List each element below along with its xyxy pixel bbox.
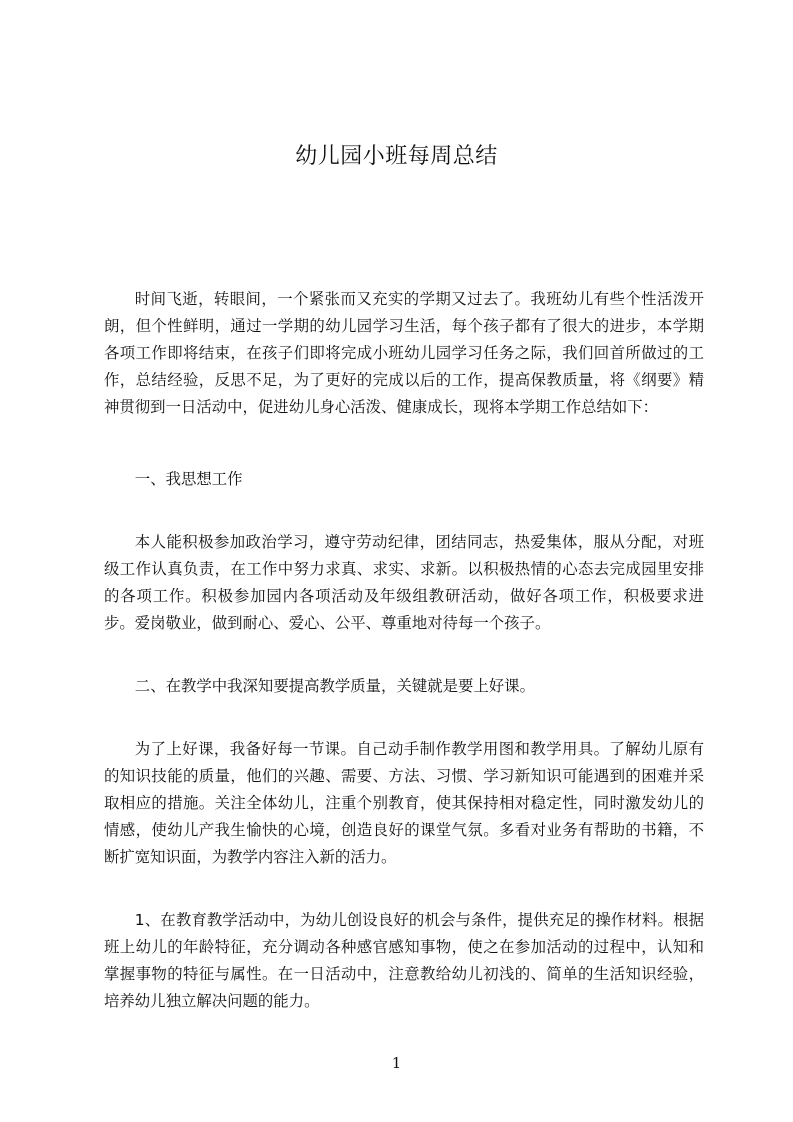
section-2-heading: 二、在教学中我深知要提高教学质量，关键就是要上好课。 bbox=[134, 677, 535, 695]
item-1-paragraph: 1、在教育教学活动中，为幼儿创设良好的机会与条件，提供充足的操作材料。根据班上幼儿的年龄特征，充分调动各种感官感知事物，使之在参加活动的过程中，认知和掌握事物的特征与属性。在一日活动中，注意教给幼儿初浅的、简单的生活知识经验，培养幼儿独立解决问题的能力。 bbox=[104, 911, 704, 1010]
document-title: 幼儿园小班每周总结 bbox=[295, 144, 498, 169]
section-2-paragraph: 为了上好课，我备好每一节课。自己动手制作教学用图和教学用具。了解幼儿原有的知识技能的质量，他们的兴趣、需要、方法、习惯、学习新知识可能遇到的困难并采取相应的措施。关注全体幼儿，注重个别教育，使其保持相对稳定性，同时激发幼儿的情感，使幼儿产我生愉快的心境，创造良好的课堂气氛。多看对业务有帮助的书籍，不断扩宽知识面，为教学内容注入新的活力。 bbox=[104, 740, 704, 866]
section-1-heading: 一、我思想工作 bbox=[134, 470, 243, 488]
section-1-paragraph: 本人能积极参加政治学习，遵守劳动纪律，团结同志，热爱集体，服从分配，对班级工作认真负责，在工作中努力求真、求实、求新。以积极热情的心态去完成园里安排的各项工作。积极参加园内各项活动及年级组教研活动，做好各项工作，积极要求进步。爱岗敬业，做到耐心、爱心、公平、尊重地对待每一个孩子。 bbox=[104, 533, 704, 632]
page-number: 1 bbox=[391, 1054, 402, 1072]
document-body bbox=[104, 286, 704, 1015]
intro-paragraph: 时间飞逝，转眼间，一个紧张而又充实的学期又过去了。我班幼儿有些个性活泼开朗，但个性鲜明，通过一学期的幼儿园学习生活，每个孩子都有了很大的进步，本学期各项工作即将结束，在孩子们即将完成小班幼儿园学习任务之际，我们回首所做过的工作，总结经验，反思不足，为了更好的完成以后的工作，提高保教质量，将《纲要》精神贯彻到一日活动中，促进幼儿身心活泼、健康成长，现将本学期工作总结如下： bbox=[104, 290, 704, 416]
